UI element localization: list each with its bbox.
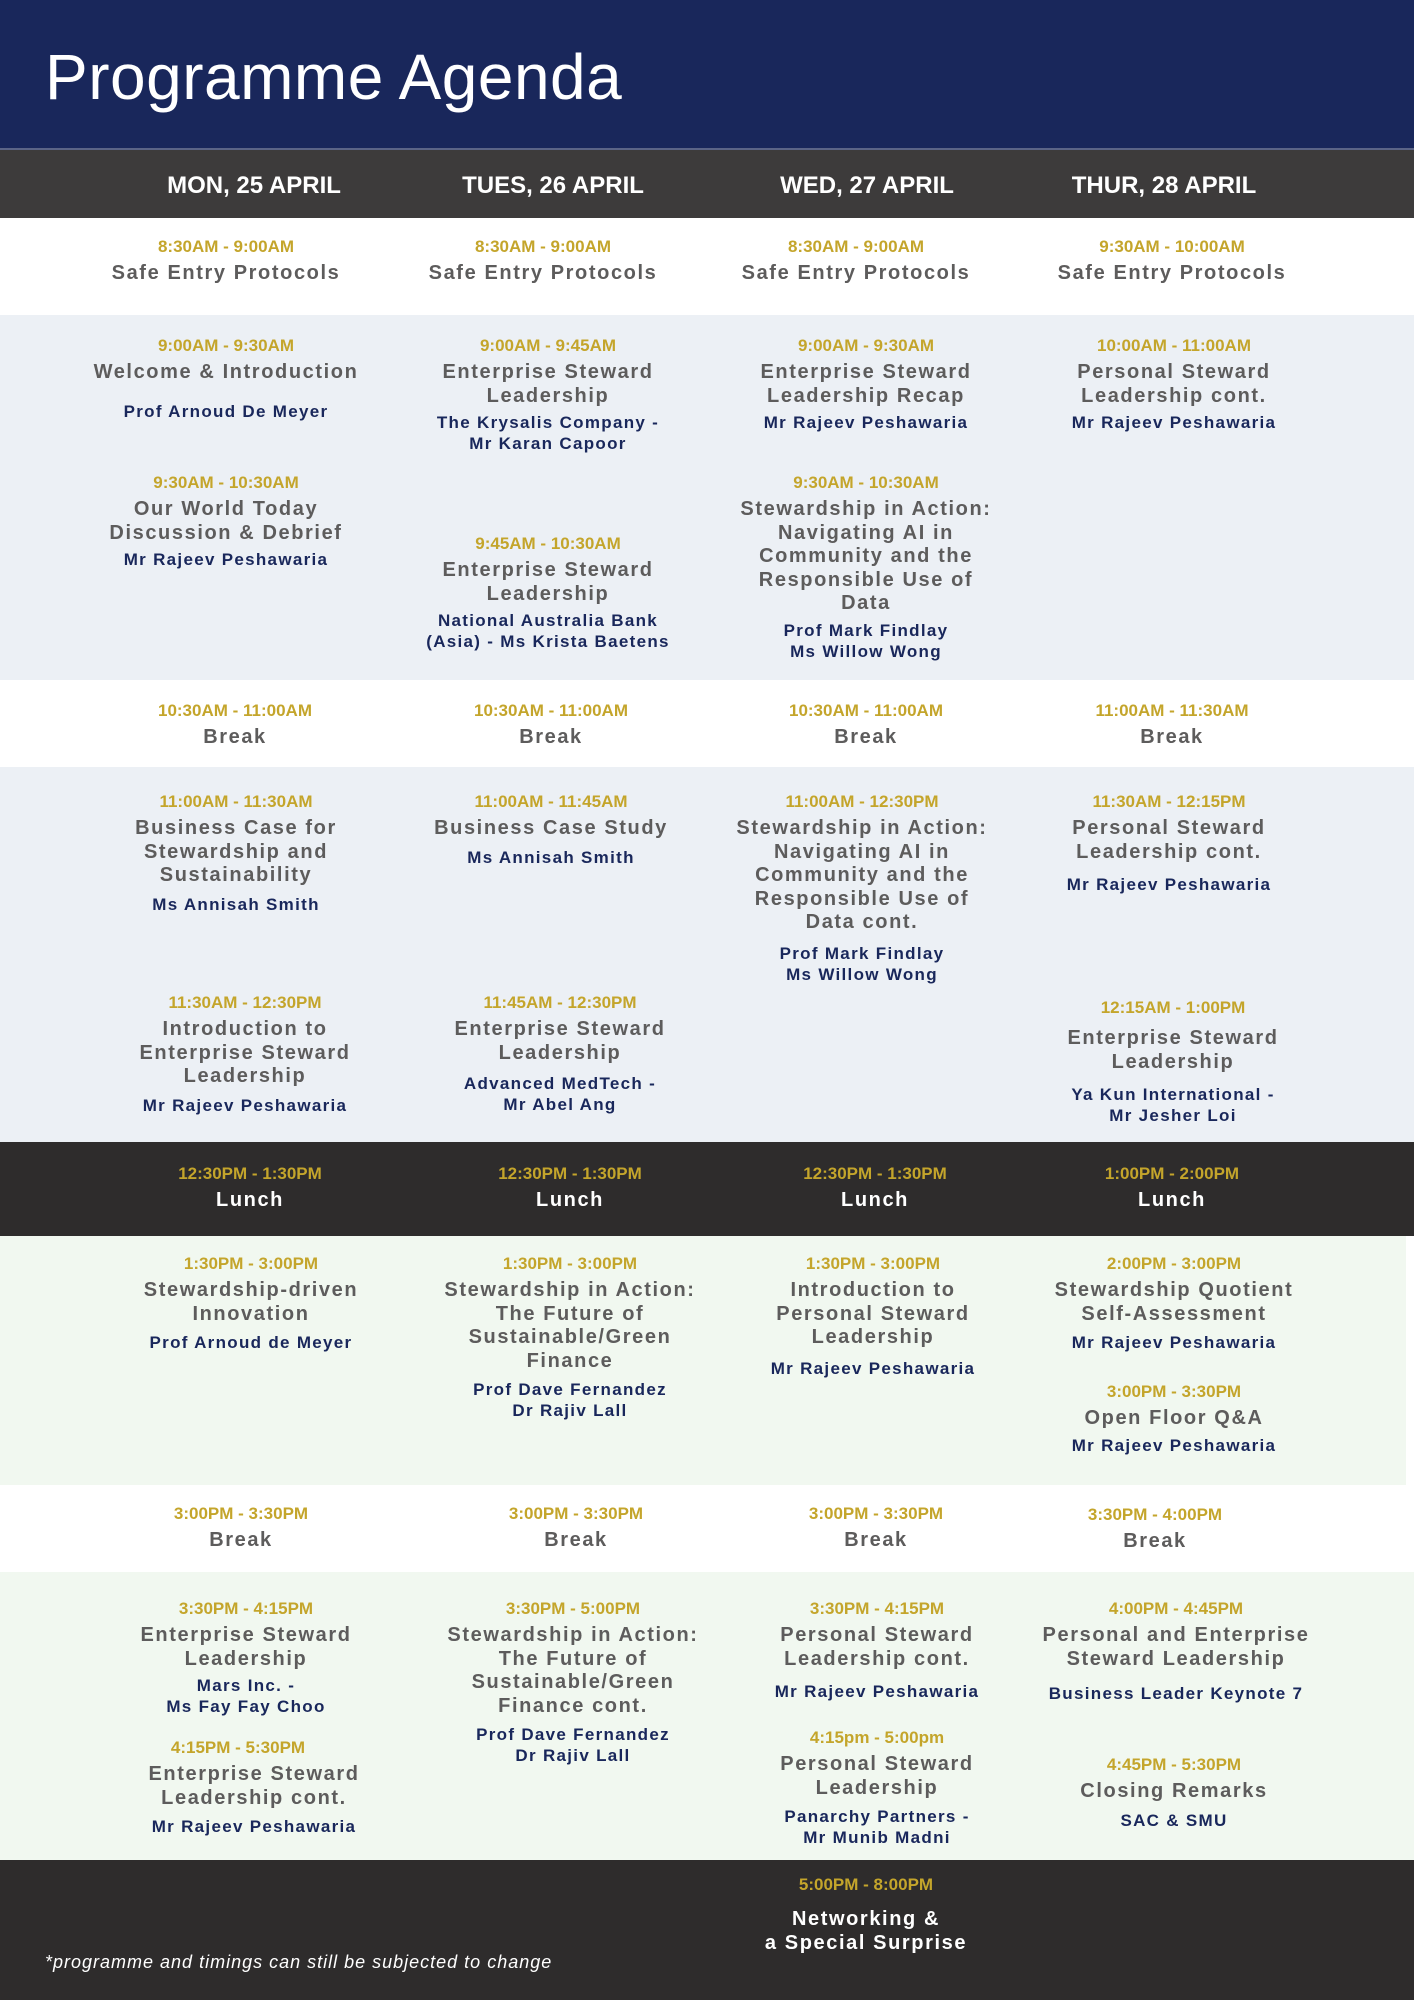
- session-title: Break: [1123, 1530, 1187, 1552]
- session-title: Enterprise Steward Leadership: [442, 361, 654, 407]
- session-speaker: The Krysalis Company - Mr Karan Capoor: [436, 413, 660, 453]
- session-time: 3:00PM - 3:30PM: [173, 1504, 309, 1523]
- session-title: Enterprise Steward Leadership: [140, 1624, 352, 1670]
- session-card: [732, 1727, 1022, 1848]
- session-speaker: Prof Dave Fernandez Dr Rajiv Lall: [476, 1725, 670, 1765]
- session-time: 3:00PM - 3:30PM: [1106, 1382, 1242, 1401]
- session-card: [96, 1503, 386, 1553]
- session-card: [1029, 1754, 1319, 1831]
- session-time: 1:30PM - 3:00PM: [805, 1254, 941, 1273]
- session-title: Break: [544, 1529, 608, 1551]
- session-title: Break: [519, 726, 583, 748]
- session-card: [1027, 700, 1317, 750]
- session-title: Open Floor Q&A: [1084, 1407, 1264, 1429]
- session-title: Stewardship in Action: Navigating AI in Community and the Responsible Use of Data: [740, 498, 992, 614]
- session-time: 2:00PM - 3:00PM: [1106, 1254, 1242, 1273]
- session-card: [403, 335, 693, 454]
- session-speaker: Mr Rajeev Peshawaria: [1066, 875, 1272, 894]
- session-title: Lunch: [536, 1189, 604, 1211]
- session-title: Personal Steward Leadership cont.: [1077, 361, 1271, 407]
- session-card: [81, 472, 371, 570]
- day-header-mon: MON, 25 APRIL: [167, 172, 341, 199]
- session-title: Enterprise Steward Leadership: [1067, 1027, 1279, 1073]
- session-speaker: Ya Kun International - Mr Jesher Loi: [1071, 1085, 1275, 1125]
- session-title: Introduction to Enterprise Steward Leadership: [139, 1018, 351, 1087]
- session-time: 12:30PM - 1:30PM: [803, 1164, 947, 1183]
- page-header: [0, 0, 1414, 150]
- session-speaker: Mr Rajeev Peshawaria: [770, 1358, 976, 1378]
- session-speaker: Prof Arnoud de Meyer: [149, 1333, 353, 1352]
- session-card: [403, 533, 693, 652]
- session-speaker: Mr Rajeev Peshawaria: [123, 550, 329, 569]
- session-card: [1029, 1253, 1319, 1353]
- session-title: Introduction to Personal Steward Leadership: [776, 1279, 970, 1348]
- session-card: [711, 236, 1001, 286]
- day-header-row: [0, 150, 1414, 218]
- session-card: [728, 1253, 1018, 1379]
- session-card: [730, 1163, 1020, 1213]
- session-card: [721, 1874, 1011, 1955]
- session-card: [428, 1598, 718, 1766]
- session-title: Closing Remarks: [1080, 1780, 1268, 1802]
- session-title: Welcome & Introduction: [93, 361, 359, 383]
- session-time: 3:00PM - 3:30PM: [808, 1504, 944, 1523]
- day-header-wed: WED, 27 APRIL: [780, 172, 954, 199]
- session-time: 9:00AM - 9:30AM: [157, 336, 295, 355]
- session-title: Lunch: [216, 1189, 284, 1211]
- session-card: [731, 1503, 1021, 1553]
- session-card: [90, 700, 380, 750]
- session-speaker: Ms Annisah Smith: [467, 847, 635, 867]
- session-time: 3:30PM - 4:15PM: [809, 1599, 945, 1618]
- session-title: Lunch: [841, 1189, 909, 1211]
- session-title: Break: [1140, 726, 1204, 748]
- session-time: 12:30PM - 1:30PM: [178, 1164, 322, 1183]
- session-time: 8:30AM - 9:00AM: [787, 237, 925, 256]
- session-title: Break: [203, 726, 267, 748]
- day-header-thu: THUR, 28 APRIL: [1071, 172, 1257, 199]
- session-card: [1028, 997, 1318, 1126]
- session-time: 12:30PM - 1:30PM: [498, 1164, 642, 1183]
- session-card: [721, 472, 1011, 662]
- session-time: 10:00AM - 11:00AM: [1096, 336, 1251, 355]
- session-time: 11:00AM - 11:30AM: [159, 792, 313, 811]
- session-time: 9:00AM - 9:30AM: [797, 336, 935, 355]
- session-card: [81, 335, 371, 422]
- session-speaker: Mr Rajeev Peshawaria: [1071, 1435, 1277, 1455]
- session-speaker: Prof Mark Findlay Ms Willow Wong: [783, 620, 949, 661]
- session-time: 9:00AM - 9:45AM: [479, 336, 617, 355]
- session-time: 12:15AM - 1:00PM: [1100, 998, 1246, 1017]
- session-time: 10:30AM - 11:00AM: [788, 701, 943, 720]
- session-speaker: Ms Annisah Smith: [152, 894, 320, 914]
- session-speaker: Mr Rajeev Peshawaria: [1071, 1333, 1277, 1352]
- session-title: Safe Entry Protocols: [741, 262, 971, 284]
- session-speaker: Mr Rajeev Peshawaria: [774, 1682, 980, 1701]
- session-time: 9:30AM - 10:30AM: [153, 473, 299, 492]
- session-time: 11:45AM - 12:30PM: [483, 993, 637, 1012]
- session-title: Business Case Study: [434, 817, 668, 839]
- session-card: [100, 992, 390, 1116]
- session-speaker: Mr Rajeev Peshawaria: [142, 1095, 348, 1115]
- session-time: 11:30AM - 12:30PM: [168, 993, 322, 1012]
- page-title: Programme Agenda: [45, 41, 623, 113]
- session-card: [425, 1163, 715, 1213]
- session-title: Break: [844, 1529, 908, 1551]
- session-card: [425, 1253, 715, 1421]
- session-card: [1027, 236, 1317, 286]
- session-title: Stewardship-driven Innovation: [143, 1279, 359, 1325]
- session-title: Break: [834, 726, 898, 748]
- session-title: Safe Entry Protocols: [1057, 262, 1287, 284]
- session-card: [415, 992, 705, 1115]
- session-title: Personal Steward Leadership cont.: [1072, 817, 1266, 863]
- session-card: [106, 1253, 396, 1353]
- session-time: 11:30AM - 12:15PM: [1092, 792, 1246, 811]
- session-card: [1027, 1163, 1317, 1213]
- session-time: 9:45AM - 10:30AM: [475, 534, 621, 553]
- session-title: Stewardship in Action: The Future of Sustainable/Green Finance cont.: [447, 1624, 699, 1717]
- session-speaker: SAC & SMU: [1120, 1810, 1228, 1830]
- session-time: 3:30PM - 5:00PM: [505, 1599, 641, 1618]
- session-title: Stewardship in Action: Navigating AI in Community and the Responsible Use of Data cont.: [736, 817, 988, 933]
- session-time: 11:00AM - 11:45AM: [474, 792, 628, 811]
- session-title: Stewardship Quotient Self-Assessment: [1054, 1279, 1294, 1325]
- session-title: Enterprise Steward Leadership cont.: [148, 1763, 360, 1809]
- session-speaker: National Australia Bank (Asia) - Ms Krista Baetens: [426, 611, 670, 651]
- session-title: Networking & a Special Surprise: [764, 1908, 968, 1954]
- session-time: 10:30AM - 11:00AM: [157, 701, 312, 720]
- session-card: [81, 236, 371, 286]
- session-title: Business Case for Stewardship and Sustainability: [135, 817, 337, 886]
- day-header-tue: TUES, 26 APRIL: [462, 172, 644, 199]
- session-title: Break: [209, 1529, 273, 1551]
- band-evening: [0, 1860, 1414, 2000]
- session-card: [721, 335, 1011, 433]
- session-speaker: Prof Arnoud De Meyer: [123, 401, 329, 421]
- session-time: 3:30PM - 4:00PM: [1087, 1505, 1223, 1524]
- session-title: Personal and Enterprise Steward Leadership: [1042, 1624, 1310, 1670]
- session-speaker: Advanced MedTech - Mr Abel Ang: [463, 1074, 657, 1114]
- session-title: Lunch: [1138, 1189, 1206, 1211]
- session-time: 10:30AM - 11:00AM: [473, 701, 628, 720]
- session-card: [1029, 1381, 1319, 1456]
- session-card: [406, 700, 696, 750]
- session-card: [105, 1163, 395, 1213]
- session-speaker: Prof Dave Fernandez Dr Rajiv Lall: [473, 1380, 667, 1420]
- session-speaker: Panarchy Partners - Mr Munib Madni: [784, 1807, 970, 1847]
- session-title: Enterprise Steward Leadership: [442, 559, 654, 605]
- session-card: [1024, 791, 1314, 895]
- session-title: Personal Steward Leadership: [780, 1753, 974, 1799]
- session-card: [732, 1598, 1022, 1702]
- session-time: 4:15PM - 5:30PM: [170, 1738, 306, 1757]
- session-card: [91, 791, 381, 915]
- session-time: 9:30AM - 10:30AM: [793, 473, 939, 492]
- session-time: 1:30PM - 3:00PM: [502, 1254, 638, 1273]
- session-title: Safe Entry Protocols: [111, 262, 341, 284]
- session-card: [717, 791, 1007, 985]
- session-title: Enterprise Steward Leadership: [454, 1018, 666, 1064]
- session-card: [1010, 1504, 1300, 1554]
- session-time: 11:00AM - 11:30AM: [1095, 701, 1249, 720]
- session-time: 8:30AM - 9:00AM: [157, 237, 295, 256]
- session-time: 3:30PM - 4:15PM: [178, 1599, 314, 1618]
- session-time: 4:45PM - 5:30PM: [1106, 1755, 1242, 1774]
- session-title: Personal Steward Leadership cont.: [780, 1624, 974, 1670]
- session-card: [398, 236, 688, 286]
- footnote: *programme and timings can still be subjected to change: [45, 1952, 553, 1972]
- session-time: 3:00PM - 3:30PM: [508, 1504, 644, 1523]
- session-speaker: Mr Rajeev Peshawaria: [151, 1817, 357, 1836]
- session-time: 9:30AM - 10:00AM: [1099, 237, 1245, 256]
- session-speaker: Mr Rajeev Peshawaria: [1071, 413, 1277, 432]
- session-time: 1:30PM - 3:00PM: [183, 1254, 319, 1273]
- session-card: [721, 700, 1011, 750]
- session-speaker: Mars Inc. - Ms Fay Fay Choo: [166, 1676, 326, 1716]
- session-title: Enterprise Steward Leadership Recap: [760, 361, 972, 407]
- session-time: 4:00PM - 4:45PM: [1108, 1599, 1244, 1618]
- session-card: [1021, 1598, 1331, 1704]
- session-card: [109, 1737, 399, 1837]
- session-time: 4:15pm - 5:00pm: [809, 1728, 945, 1747]
- session-title: Stewardship in Action: The Future of Sustainable/Green Finance: [444, 1279, 696, 1372]
- session-time: 5:00PM - 8:00PM: [798, 1875, 934, 1894]
- session-speaker: Prof Mark Findlay Ms Willow Wong: [779, 943, 945, 984]
- session-title: Our World Today Discussion & Debrief: [109, 498, 343, 544]
- session-speaker: Business Leader Keynote 7: [1048, 1684, 1304, 1703]
- session-speaker: Mr Rajeev Peshawaria: [763, 413, 969, 432]
- session-card: [431, 1503, 721, 1553]
- session-time: 1:00PM - 2:00PM: [1104, 1164, 1240, 1183]
- session-card: [406, 791, 696, 868]
- session-card: [1029, 335, 1319, 433]
- session-card: [101, 1598, 391, 1717]
- session-time: 8:30AM - 9:00AM: [474, 237, 612, 256]
- session-title: Safe Entry Protocols: [428, 262, 658, 284]
- session-time: 11:00AM - 12:30PM: [785, 792, 939, 811]
